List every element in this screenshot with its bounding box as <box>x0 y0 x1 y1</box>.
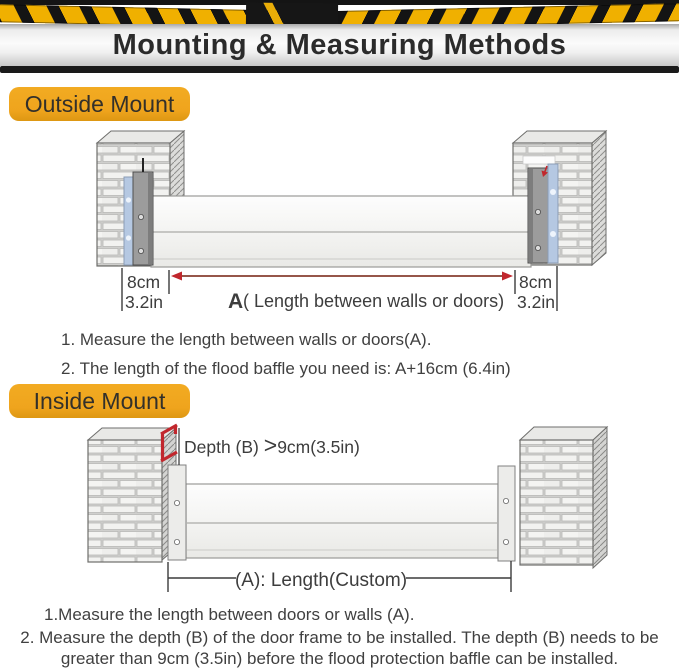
length-arrow-icon <box>171 272 513 281</box>
outside-step-1: 1. Measure the length between walls or doors(A). <box>61 330 432 349</box>
inside-step-2: 2. Measure the depth (B) of the door frame to be installed. The depth (B) needs to be greater than 9cm (3.5in) before the flood protection baffle can be installed. <box>20 628 659 668</box>
title-banner <box>0 24 679 66</box>
left-offset-in-label: 3.2in <box>125 292 163 312</box>
flood-barrier-panel <box>151 196 531 267</box>
right-pillar <box>520 427 607 568</box>
outside-step-2: 2. The length of the flood baffle you need is: A+16cm (6.4in) <box>61 359 511 378</box>
title-underline <box>0 66 679 73</box>
inside-step-1: 1.Measure the length between doors or walls (A). <box>44 605 415 624</box>
caution-tape-cross-icon <box>246 3 338 27</box>
top-black-strip <box>0 0 679 5</box>
outside-mount-badge-label: Outside Mount <box>24 90 175 117</box>
dimension-letter: A <box>228 290 244 313</box>
right-offset-cm-label: 8cm <box>519 272 553 292</box>
depth-caption: Depth (B) >9cm(3.5in) <box>184 432 360 458</box>
left-offset-cm-label: 8cm <box>127 272 161 292</box>
length-caption: (A): Length(Custom) <box>234 570 408 591</box>
inside-mount-badge <box>9 384 190 418</box>
right-mounting-plate <box>498 466 515 561</box>
inside-mount-badge-label: Inside Mount <box>33 387 166 414</box>
outside-mount-badge <box>9 87 190 121</box>
right-offset-in-label: 3.2in <box>517 292 555 312</box>
dimension-caption: ( Length between walls or doors) <box>243 291 505 311</box>
left-mounting-plate <box>168 465 186 560</box>
flood-barrier-panel <box>186 484 498 558</box>
right-mounting-bracket <box>528 164 558 263</box>
marking-slot <box>523 156 555 164</box>
inside-mount-diagram <box>0 420 679 602</box>
page-title: Mounting & Measuring Methods <box>112 28 567 61</box>
outside-mount-diagram <box>0 120 679 320</box>
